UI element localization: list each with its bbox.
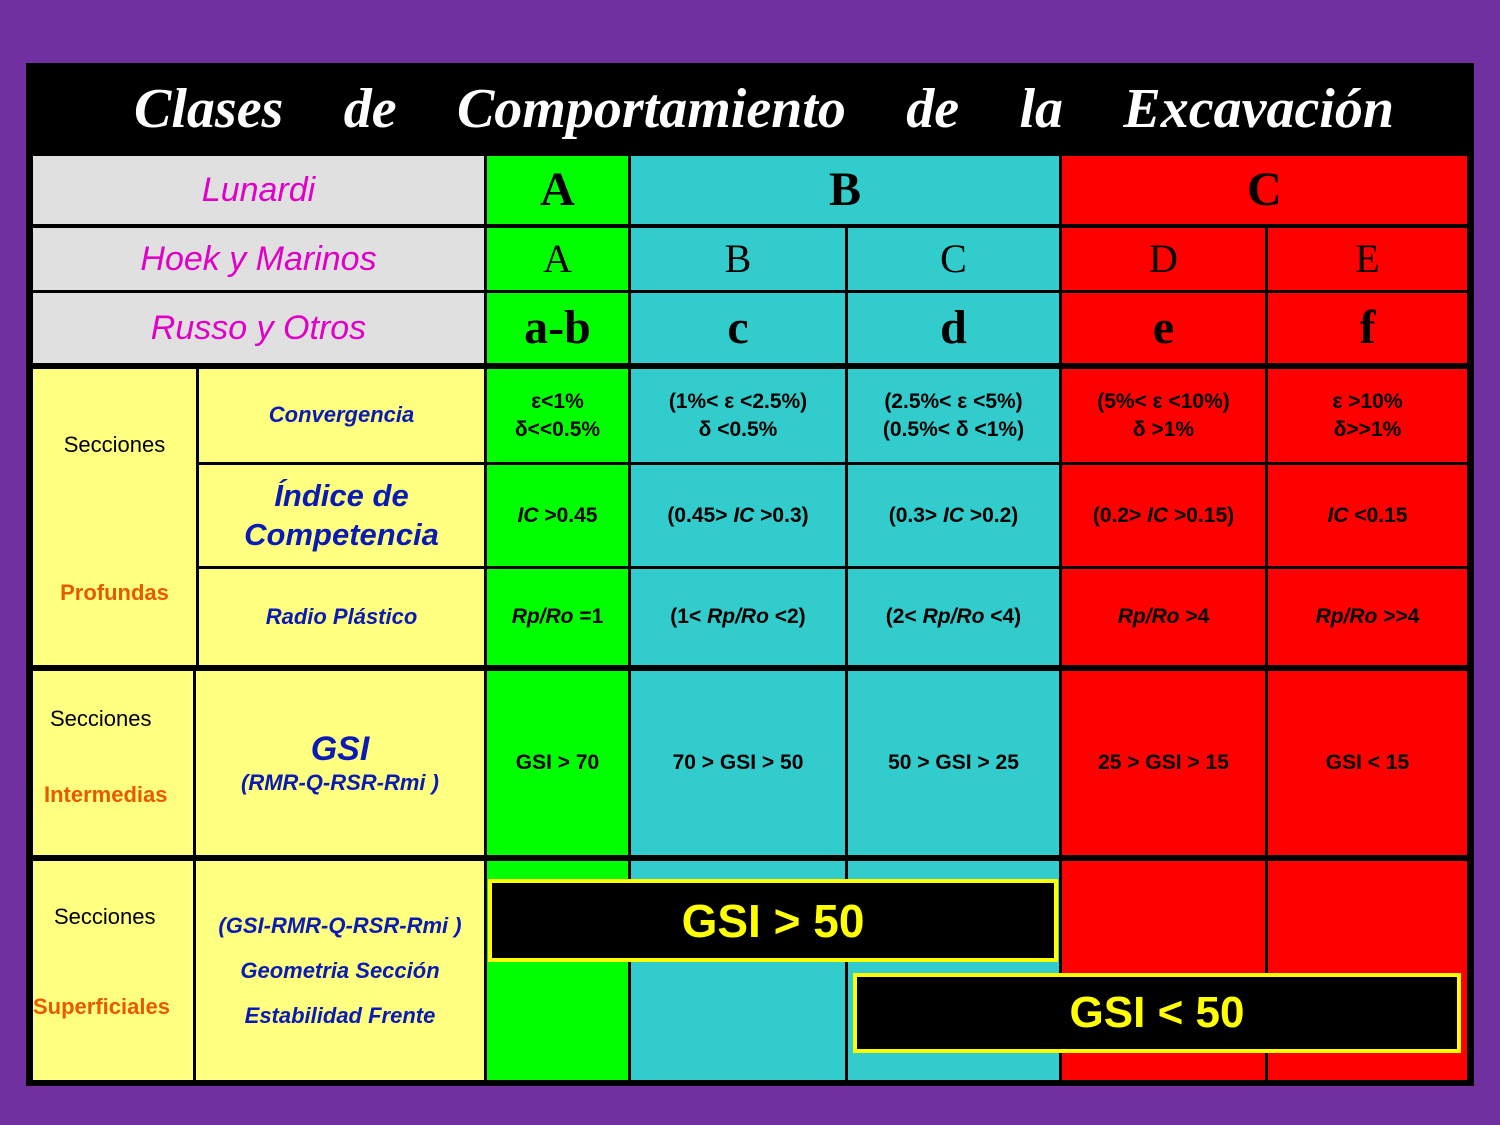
radio-value [848,569,1059,665]
section-profundas [33,369,196,665]
value-line: δ>>1% [1333,417,1402,441]
radio-value [1062,569,1265,665]
value-line: ε<1% [531,390,584,414]
value-line: (0.3> IC >0.2) [888,503,1019,527]
param-gsi-sub: (RMR-Q-RSR-Rmi ) [241,770,439,796]
row-label-lunardi: Lunardi [33,156,484,224]
hoek-class-c: C [848,228,1059,290]
gsi-value: 50 > GSI > 25 [848,671,1059,855]
title-word: de [343,78,397,140]
param-superficiales-line: Estabilidad Frente [244,1003,436,1029]
value-line: IC >0.45 [517,503,598,527]
row-label-hoek: Hoek y Marinos [33,228,484,290]
gsi-high-box: GSI > 50 [488,879,1058,962]
value-line: Rp/Ro >4 [1117,605,1210,629]
lunardi-class-a: A [487,156,628,224]
convergencia-value [1268,369,1467,462]
lunardi-class-c: C [1062,156,1467,224]
param-convergencia: Convergencia [199,369,484,462]
value-line: Rp/Ro >>4 [1315,605,1420,629]
value-line: (0.5%< δ <1%) [882,417,1025,441]
value-line: (0.2> IC >0.15) [1092,503,1235,527]
param-superficiales-line: Geometria Sección [240,958,440,984]
indice-value [1268,465,1467,566]
value-line: (1< Rp/Ro <2) [670,605,806,629]
title-word: de [906,78,960,140]
value-line: IC <0.15 [1327,503,1408,527]
convergencia-value [487,369,628,462]
russo-class-d: d [848,293,1059,363]
indice-value [631,465,845,566]
indice-value [848,465,1059,566]
value-line: Rp/Ro =1 [511,605,604,629]
radio-value [631,569,845,665]
gsi-low-box: GSI < 50 [853,973,1461,1053]
title-word: Excavación [1123,78,1394,140]
section-superficiales-top: Secciones [54,904,156,929]
value-line: δ<<0.5% [514,417,601,441]
value-line: δ <0.5% [698,417,778,441]
value-line: δ >1% [1132,417,1195,441]
convergencia-value [1062,369,1265,462]
convergencia-value [848,369,1059,462]
russo-class-e: e [1062,293,1265,363]
value-line: (0.45> IC >0.3) [667,503,809,527]
hoek-class-e: E [1268,228,1467,290]
param-label-line: Índice de [274,477,409,513]
lunardi-class-b: B [631,156,1059,224]
title-word: Comportamiento [456,78,846,140]
value-line: (1%< ε <2.5%) [668,390,808,414]
gsi-value: GSI < 15 [1268,671,1467,855]
param-superficiales-line: (GSI-RMR-Q-RSR-Rmi ) [218,913,462,938]
section-profundas-top: Secciones [63,432,166,457]
title-word: Clases [134,78,284,140]
page-title [26,63,1474,155]
hoek-class-a: A [487,228,628,290]
param-indice-competencia [199,465,484,566]
section-superficiales [33,861,193,1080]
hoek-class-d: D [1062,228,1265,290]
section-superficiales-bottom: Superficiales [33,994,170,1019]
param-superficiales [196,861,484,1080]
indice-value [1062,465,1265,566]
section-intermedias-top: Secciones [50,706,152,731]
russo-class-ab: a-b [487,293,628,363]
value-line: (5%< ε <10%) [1097,390,1230,414]
russo-class-f: f [1268,293,1467,363]
section-intermedias [33,671,193,855]
convergencia-value [631,369,845,462]
section-intermedias-bottom: Intermedias [44,782,168,807]
section-profundas-bottom: Profundas [60,580,169,605]
indice-value [487,465,628,566]
gsi-value: GSI > 70 [487,671,628,855]
value-line: (2< Rp/Ro <4) [885,605,1022,629]
radio-value [487,569,628,665]
row-label-russo: Russo y Otros [33,293,484,363]
russo-class-c: c [631,293,845,363]
title-word: la [1019,78,1064,140]
hoek-class-b: B [631,228,845,290]
param-gsi [196,671,484,855]
param-label-line: Competencia [244,516,439,552]
param-gsi-main: GSI [310,730,370,769]
value-line: (2.5%< ε <5%) [884,390,1023,414]
value-line: ε >10% [1332,390,1403,414]
gsi-value: 25 > GSI > 15 [1062,671,1265,855]
radio-value [1268,569,1467,665]
param-radio-plastico: Radio Plástico [199,569,484,665]
gsi-value: 70 > GSI > 50 [631,671,845,855]
